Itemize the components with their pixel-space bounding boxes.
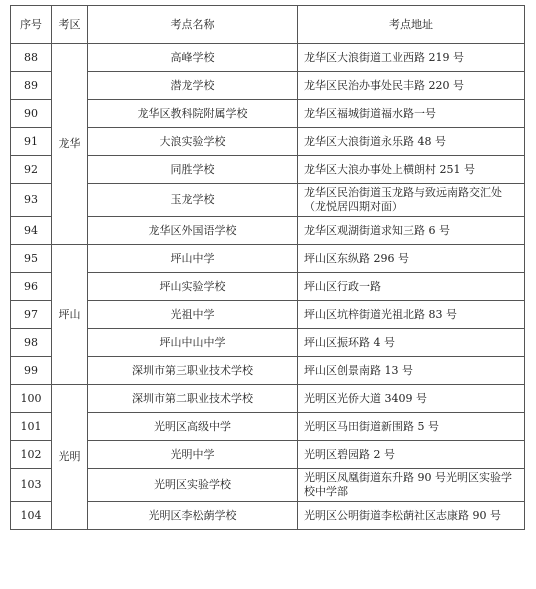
table-row bbox=[11, 245, 525, 273]
row-number: 95 bbox=[11, 245, 52, 273]
row-number: 97 bbox=[11, 301, 52, 329]
table-row bbox=[11, 72, 525, 100]
table-row bbox=[11, 44, 525, 72]
exam-area: 龙华 bbox=[52, 44, 88, 245]
site-address: 光明区公明街道李松蓢社区志康路 90 号 bbox=[298, 502, 525, 530]
site-name: 坪山中山中学 bbox=[88, 329, 298, 357]
site-address: 龙华区大浪街道工业西路 219 号 bbox=[298, 44, 525, 72]
site-name: 同胜学校 bbox=[88, 156, 298, 184]
exam-site-table bbox=[10, 5, 525, 530]
site-address: 光明区马田街道新围路 5 号 bbox=[298, 413, 525, 441]
row-number: 104 bbox=[11, 502, 52, 530]
table-row bbox=[11, 128, 525, 156]
row-number: 88 bbox=[11, 44, 52, 72]
site-address: 光明区碧园路 2 号 bbox=[298, 441, 525, 469]
table-row bbox=[11, 502, 525, 530]
site-address: 龙华区大浪街道永乐路 48 号 bbox=[298, 128, 525, 156]
row-number: 96 bbox=[11, 273, 52, 301]
table-row bbox=[11, 100, 525, 128]
header-number: 序号 bbox=[11, 6, 52, 44]
site-name: 光明区实验学校 bbox=[88, 469, 298, 502]
row-number: 99 bbox=[11, 357, 52, 385]
site-address: 光明区光侨大道 3409 号 bbox=[298, 385, 525, 413]
site-address: 龙华区民治办事处民丰路 220 号 bbox=[298, 72, 525, 100]
site-name: 龙华区外国语学校 bbox=[88, 217, 298, 245]
row-number: 92 bbox=[11, 156, 52, 184]
site-name: 玉龙学校 bbox=[88, 184, 298, 217]
site-address: 龙华区福城街道福水路一号 bbox=[298, 100, 525, 128]
row-number: 103 bbox=[11, 469, 52, 502]
table-body bbox=[11, 44, 525, 530]
row-number: 89 bbox=[11, 72, 52, 100]
table-row bbox=[11, 273, 525, 301]
table-row bbox=[11, 469, 525, 502]
site-name: 坪山中学 bbox=[88, 245, 298, 273]
row-number: 94 bbox=[11, 217, 52, 245]
row-number: 91 bbox=[11, 128, 52, 156]
site-name: 光明区李松蓢学校 bbox=[88, 502, 298, 530]
exam-area: 光明 bbox=[52, 385, 88, 530]
row-number: 102 bbox=[11, 441, 52, 469]
row-number: 90 bbox=[11, 100, 52, 128]
site-address: 坪山区振环路 4 号 bbox=[298, 329, 525, 357]
table-row bbox=[11, 385, 525, 413]
site-name: 深圳市第三职业技术学校 bbox=[88, 357, 298, 385]
site-name: 坪山实验学校 bbox=[88, 273, 298, 301]
row-number: 93 bbox=[11, 184, 52, 217]
table-row bbox=[11, 184, 525, 217]
table-row bbox=[11, 413, 525, 441]
site-address: 坪山区东纵路 296 号 bbox=[298, 245, 525, 273]
site-name: 大浪实验学校 bbox=[88, 128, 298, 156]
site-address: 龙华区大浪办事处上横朗村 251 号 bbox=[298, 156, 525, 184]
site-address: 光明区凤凰街道东升路 90 号光明区实验学校中学部 bbox=[298, 469, 525, 502]
site-name: 深圳市第二职业技术学校 bbox=[88, 385, 298, 413]
row-number: 98 bbox=[11, 329, 52, 357]
site-address: 龙华区观湖街道求知三路 6 号 bbox=[298, 217, 525, 245]
site-name: 光明区高级中学 bbox=[88, 413, 298, 441]
site-name: 高峰学校 bbox=[88, 44, 298, 72]
site-name: 潜龙学校 bbox=[88, 72, 298, 100]
row-number: 100 bbox=[11, 385, 52, 413]
site-address: 坪山区创景南路 13 号 bbox=[298, 357, 525, 385]
site-address: 坪山区坑梓街道光祖北路 83 号 bbox=[298, 301, 525, 329]
row-number: 101 bbox=[11, 413, 52, 441]
site-name: 龙华区教科院附属学校 bbox=[88, 100, 298, 128]
site-address: 坪山区行政一路 bbox=[298, 273, 525, 301]
header-site-name: 考点名称 bbox=[88, 6, 298, 44]
table-row bbox=[11, 357, 525, 385]
header-site-address: 考点地址 bbox=[298, 6, 525, 44]
header-row bbox=[11, 6, 525, 44]
site-name: 光明中学 bbox=[88, 441, 298, 469]
table-row bbox=[11, 156, 525, 184]
table-row bbox=[11, 217, 525, 245]
header-area: 考区 bbox=[52, 6, 88, 44]
exam-area: 坪山 bbox=[52, 245, 88, 385]
table-row bbox=[11, 441, 525, 469]
table-row bbox=[11, 329, 525, 357]
site-name: 光祖中学 bbox=[88, 301, 298, 329]
site-address: 龙华区民治街道玉龙路与致远南路交汇处（龙悦居四期对面） bbox=[298, 184, 525, 217]
table-row bbox=[11, 301, 525, 329]
